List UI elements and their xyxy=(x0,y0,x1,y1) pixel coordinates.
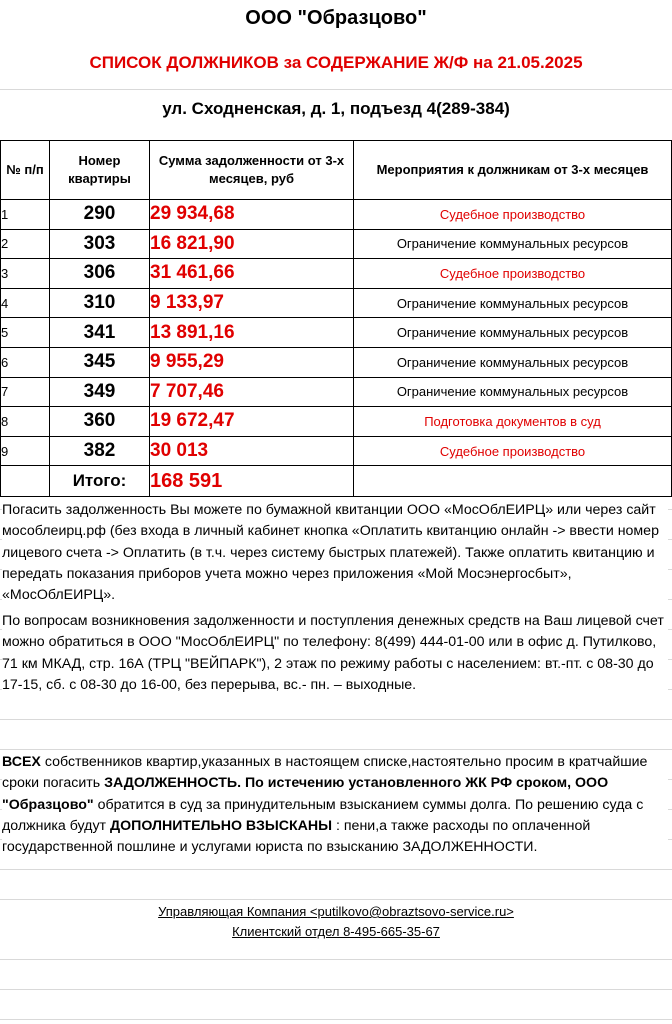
warning-notice xyxy=(2,752,668,858)
apartment-number: 306 xyxy=(50,259,150,289)
debt-sum: 13 891,16 xyxy=(150,318,354,348)
column-header-measures: Мероприятия к должникам от 3-х месяцев xyxy=(354,141,672,200)
debt-sum: 19 672,47 xyxy=(150,407,354,437)
row-number: 3 xyxy=(1,259,50,289)
table-row xyxy=(1,407,672,437)
debt-sum: 31 461,66 xyxy=(150,259,354,289)
row-number: 6 xyxy=(1,347,50,377)
table-row xyxy=(1,436,672,466)
table-row xyxy=(1,318,672,348)
address-line: ул. Сходненская, д. 1, подъезд 4(289-384) xyxy=(0,96,672,122)
client-department-phone: Клиентский отдел 8-495-665-35-67 xyxy=(0,922,672,942)
debt-sum: 16 821,90 xyxy=(150,229,354,259)
table-row xyxy=(1,377,672,407)
table-row xyxy=(1,259,672,289)
warning-all-owners: ВСЕХ xyxy=(2,754,41,770)
warning-text-2: обратится в суд за принудительным взысканием суммы долга. По решению суда с должника будут xyxy=(2,796,644,834)
debt-measure: Ограничение коммунальных ресурсов xyxy=(354,229,672,259)
apartment-number: 290 xyxy=(50,200,150,230)
total-label: Итого: xyxy=(50,466,150,497)
payment-paragraph: Погасить задолженность Вы можете по бумажной квитанции ООО «МосОблЕИРЦ» или через сайт мособлеирц.рф (без входа в личный кабинет кнопка «Оплатить квитанцию онлайн -> ввести номер лицевого счета -> Оплатить (в т.ч. через систему быстрых платежей). Также оплатить квитанцию и передать показания приборов учета можно через приложения «Мой Мосэнергосбыт», «МосОблЕИРЦ». xyxy=(2,502,659,604)
apartment-number: 349 xyxy=(50,377,150,407)
apartment-number: 310 xyxy=(50,288,150,318)
debt-measure: Судебное производство xyxy=(354,436,672,466)
company-title: ООО "Образцово" xyxy=(0,4,672,32)
row-number: 8 xyxy=(1,407,50,437)
payment-info xyxy=(2,500,668,606)
warning-text-3: : пени,а также расходы по оплаченной государственной пошлине и услугами юриста по взысканию ЗАДОЛЖЕННОСТИ. xyxy=(2,817,591,856)
debt-measure: Подготовка документов в суд xyxy=(354,407,672,437)
debt-sum: 9 133,97 xyxy=(150,288,354,318)
warning-paragraph xyxy=(2,752,668,858)
debt-sum: 7 707,46 xyxy=(150,377,354,407)
column-header-number: № п/п xyxy=(1,141,50,200)
row-number: 9 xyxy=(1,436,50,466)
debt-measure: Судебное производство xyxy=(354,259,672,289)
total-sum: 168 591 xyxy=(150,466,354,497)
apartment-number: 341 xyxy=(50,318,150,348)
contacts-paragraph: По вопросам возникновения задолженности и поступления денежных средств на Ваш лицевой счет можно обратиться в ООО "МосОблЕИРЦ" по телефону: 8(499) 444-01-00 или в офис д. Путилково, 71 км МКАД, стр. 16А (ТРЦ "ВЕЙПАРК"), 2 этаж по режиму работы с населением: вт.-пт. с 08-30 до 17-15, сб. с 08-30 до 16-00, без перерыва, вс.- пн. – выходные. xyxy=(2,613,664,693)
total-row xyxy=(1,466,672,497)
column-header-apartment: Номер квартиры xyxy=(50,141,150,200)
apartment-number: 360 xyxy=(50,407,150,437)
debt-measure: Ограничение коммунальных ресурсов xyxy=(354,288,672,318)
apartment-number: 303 xyxy=(50,229,150,259)
debt-measure: Ограничение коммунальных ресурсов xyxy=(354,318,672,348)
table-row xyxy=(1,200,672,230)
debt-measure: Ограничение коммунальных ресурсов xyxy=(354,347,672,377)
row-number: 2 xyxy=(1,229,50,259)
column-header-debt-sum: Сумма задолженности от 3-х месяцев, руб xyxy=(150,141,354,200)
warning-text-1: собственников квартир,указанных в настоящем списке,настоятельно просим в кратчайшие сроки погасить xyxy=(2,754,648,792)
debt-measure: Судебное производство xyxy=(354,200,672,230)
debtors-list-title: СПИСОК ДОЛЖНИКОВ за СОДЕРЖАНИЕ Ж/Ф на 21.05.2025 xyxy=(0,50,672,76)
apartment-number: 345 xyxy=(50,347,150,377)
table-row xyxy=(1,288,672,318)
row-number: 1 xyxy=(1,200,50,230)
management-company-email: Управляющая Компания <putilkovo@obraztsovo-service.ru> xyxy=(0,902,672,922)
apartment-number: 382 xyxy=(50,436,150,466)
table-header-row xyxy=(1,141,672,200)
contacts-info xyxy=(2,611,668,696)
warning-additionally-collected: ДОПОЛНИТЕЛЬНО ВЗЫСКАНЫ xyxy=(110,817,333,834)
debt-measure: Ограничение коммунальных ресурсов xyxy=(354,377,672,407)
debt-sum: 9 955,29 xyxy=(150,347,354,377)
table-row xyxy=(1,229,672,259)
debt-sum: 30 013 xyxy=(150,436,354,466)
row-number: 7 xyxy=(1,377,50,407)
table-row xyxy=(1,347,672,377)
warning-debt-deadline: ЗАДОЛЖЕННОСТЬ. По истечению установленного ЖК РФ сроком, ООО "Образцово" xyxy=(2,775,609,813)
row-number: 4 xyxy=(1,288,50,318)
row-number: 5 xyxy=(1,318,50,348)
debtors-table xyxy=(0,140,672,497)
debt-sum: 29 934,68 xyxy=(150,200,354,230)
